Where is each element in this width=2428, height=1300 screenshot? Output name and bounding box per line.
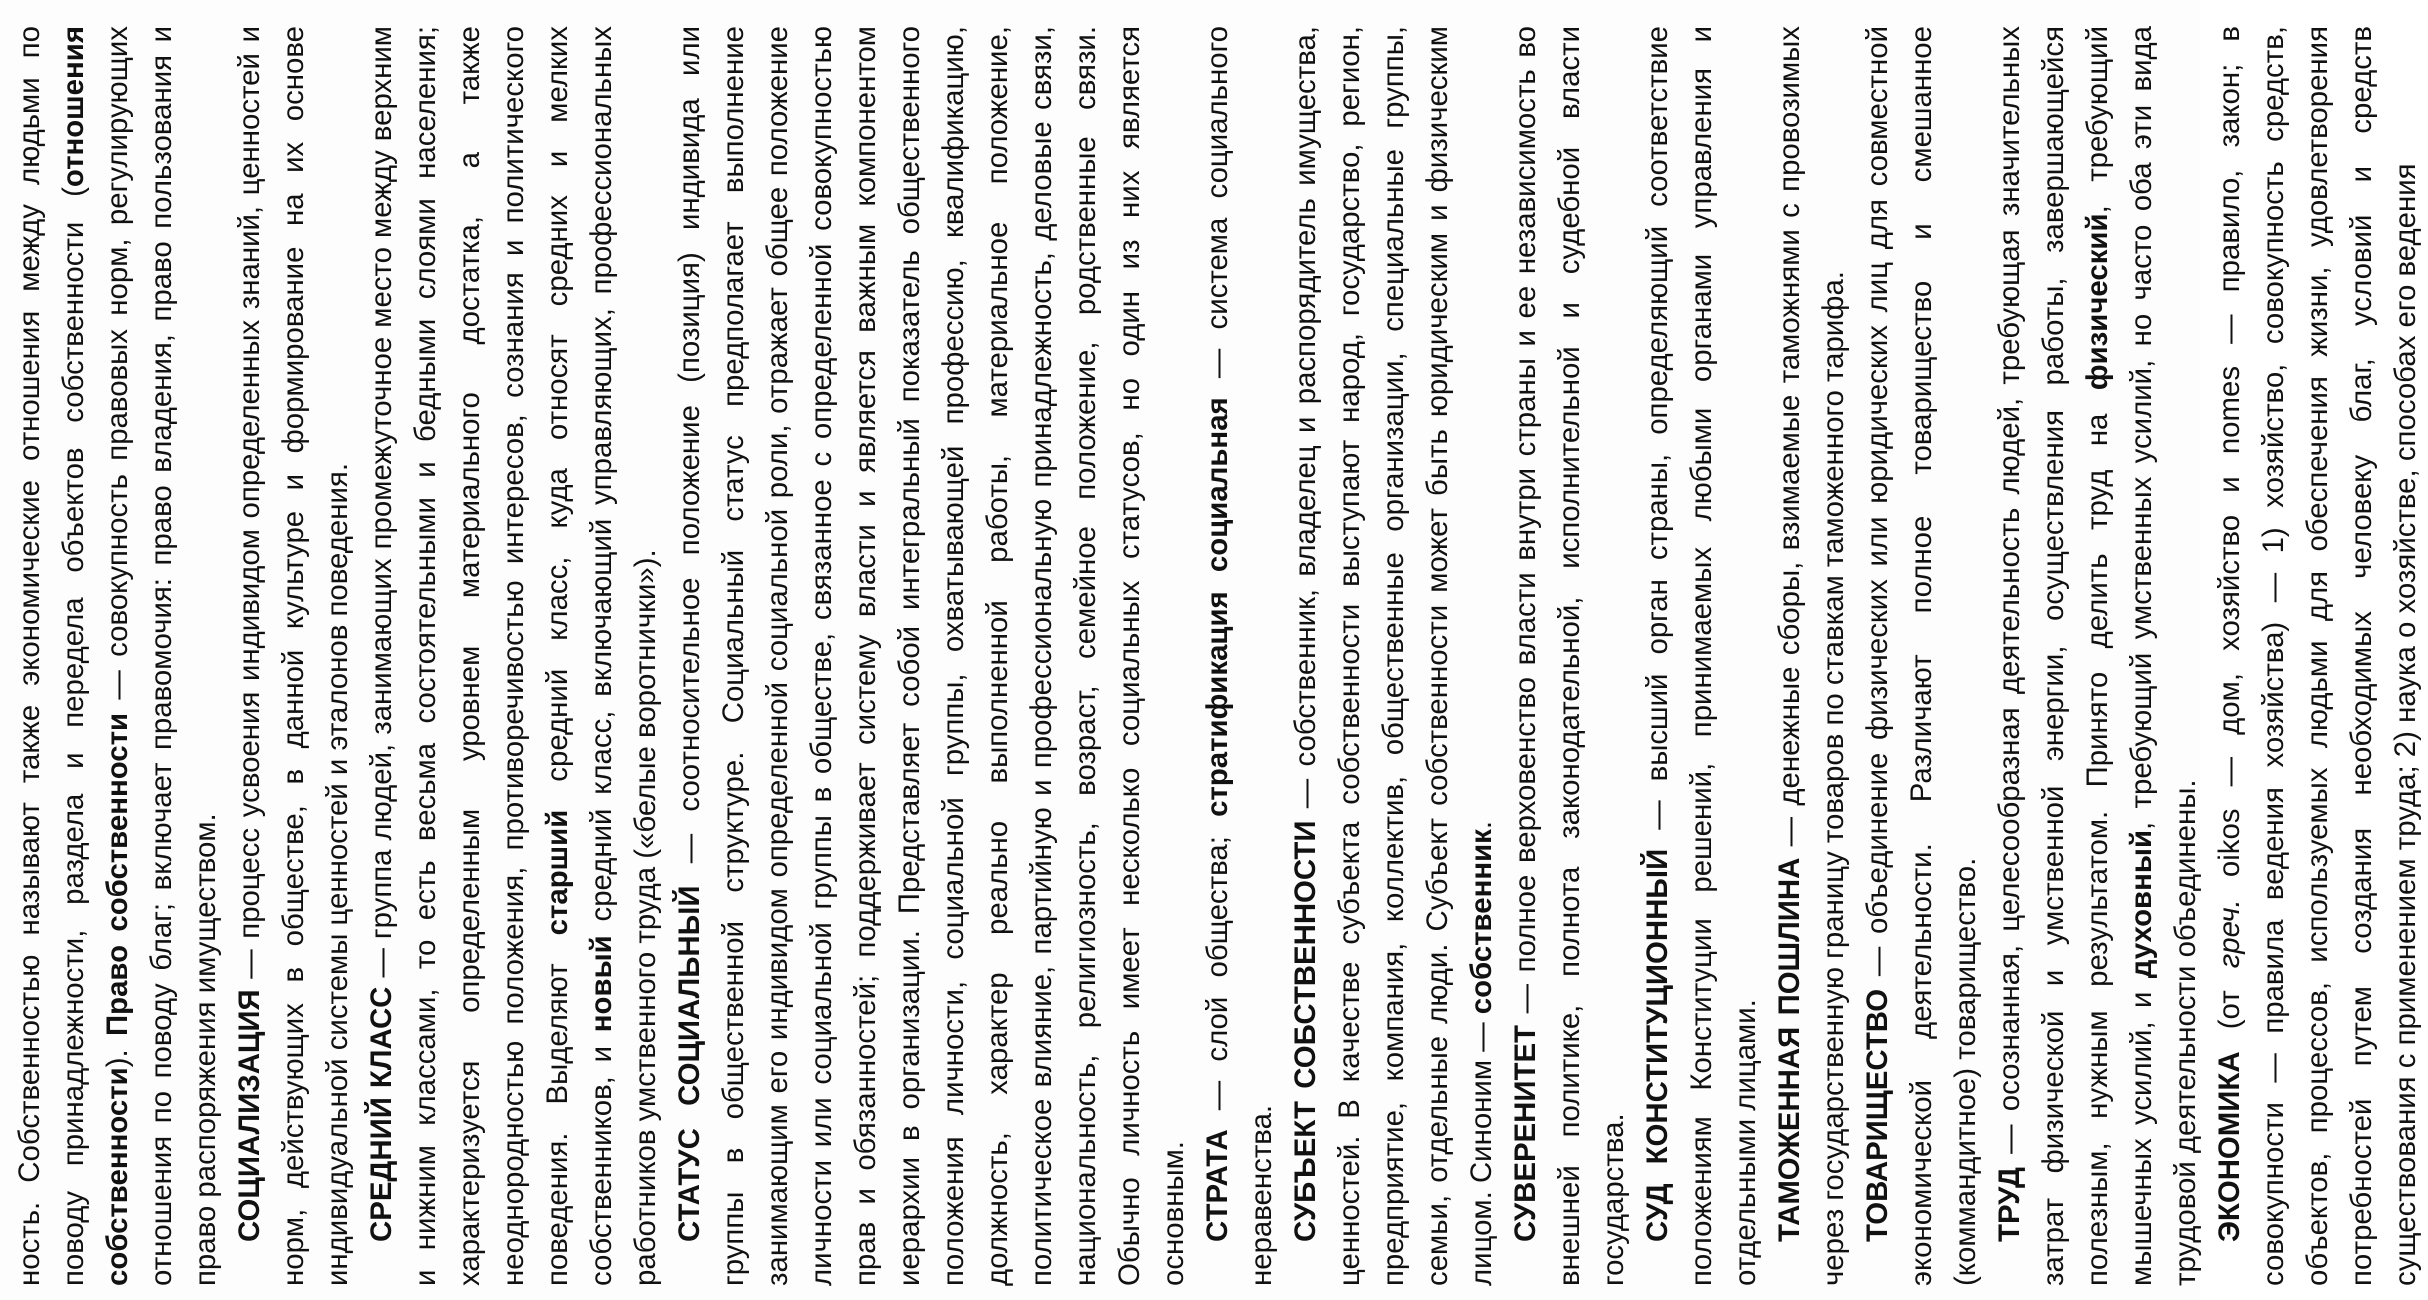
body-text: , требующий умственных усилий, но часто оба эти вида трудовой деятельности объединены.: [2125, 26, 2202, 1286]
body-text: ).: [101, 1036, 134, 1068]
body-text: средний класс, куда относят средних и мелких собственников, и: [541, 26, 618, 1286]
body-text: (от: [2213, 968, 2246, 1052]
term-text: отношения собственности: [57, 26, 134, 1286]
glossary-entry: [2208, 26, 2428, 1286]
body-text: — денежные сборы, взимаемые таможнями с провозимых через государственную границу товаров по ставкам таможенного тарифа.: [1773, 26, 1850, 1286]
glossary-entry: [8, 26, 228, 1286]
glossary-entry: [360, 26, 668, 1286]
body-text: — собственник, владелец и распорядитель имущества, ценностей. В качестве субъекта собственности выступают народ, государство, регион, предприятие, компания, коллектив, общественные организации, специальные группы, семьи, отдельные люди. Субъект собственности может быть юридическим и физическим лицом. Синоним —: [1289, 26, 1498, 1286]
glossary-entry: [1504, 26, 1636, 1286]
term-text: СТРАТА: [1201, 1129, 1234, 1242]
term-text: СУД КОНСТИТУЦИОННЫЙ: [1641, 848, 1674, 1242]
body-text: oikos — дом, хозяйство и nomes — правило, закон; в совокупности — правила ведения хозяйства) — 1) хозяйство, совокупность средств, объектов, процессов, используемых людьми для обеспечения жизни, удовлетворения потребностей путем создания необходимых человеку благ, условий и средств существования с применением труда; 2) наука о хозяйстве, способах его ведения: [2213, 26, 2422, 1286]
term-text: стратификация социальная: [1201, 397, 1234, 817]
body-text: , требующий мышечных усилий, и: [2081, 26, 2158, 1286]
term-text: физический: [2081, 213, 2114, 391]
body-text: .: [1465, 820, 1498, 830]
term-text: ТАМОЖЕННАЯ ПОШЛИНА: [1773, 857, 1806, 1242]
term-text: старший: [541, 809, 574, 936]
body-text: ность. Собственностью называют также экономические отношения между людьми по поводу принадлежности, раздела и передела объектов собственности (: [13, 26, 90, 1286]
term-text: ТРУД: [1993, 1167, 2026, 1242]
glossary-entry: [1284, 26, 1504, 1286]
term-text: собственник: [1465, 829, 1498, 1015]
body-text: — объединение физических или юридических лиц для совместной экономической деятельности. Различают полное товарищество и смешанное (коммандитное) товарищество.: [1861, 26, 1982, 1286]
body-text: — система социального неравенства.: [1201, 26, 1278, 1286]
glossary-entry: [1196, 26, 1284, 1286]
body-text: — группа людей, занимающих промежуточное место между верхним и нижним классами, то есть весьма состоятельными и бедными слоями населения; характеризуется определенным уровнем материального достатка, а также неоднородностью положения, противоречивостью интересов, сознания и политического поведения. Выделяют: [365, 25, 574, 1286]
glossary-entry: [1856, 26, 1988, 1286]
term-text: новый: [585, 935, 618, 1033]
body-text: — полное верховенство власти внутри страны и ее независимость во внешней политике, полнота законодательной, исполнительной и судебной власти государства.: [1509, 26, 1630, 1286]
term-text: СУВЕРЕНИТЕТ: [1509, 1024, 1542, 1242]
body-text: — соотносительное положение (позиция) индивида или группы в общественной структуре. Социальный статус предполагает выполнение занимающим его индивидом определенной социальной роли, отражает общее положение личности или социальной группы в обществе, связанное с определенной совокупностью прав и обязанностей; поддерживает систему власти и является важным компонентом иерархии в организации. Представляет собой интегральный показатель общественного положения личности, социальной группы, охватывающей профессию, квалификацию, должность, характер реально выполненной работы, материальное положение, политическое влияние, партийную и профессиональную принадлежность, деловые связи, национальность, религиозность, возраст, семейное положение, родственные связи. Обычно личность имеет несколько социальных статусов, но один из них является основным.: [673, 25, 1190, 1286]
italic-text: греч.: [2213, 899, 2246, 969]
term-text: СТАТУС СОЦИАЛЬНЫЙ: [673, 885, 706, 1242]
body-text: — слой общества;: [1201, 816, 1234, 1130]
glossary-entry: [1636, 26, 1768, 1286]
body-text: средний класс, включающий управляющих, профессиональных работников умственного труда («белые воротнички»).: [585, 26, 662, 1286]
body-text: — совокупность правовых норм, регулирующих отношения по поводу благ; включает правомочия: право владения, право пользования и право распоряжения имуществом.: [101, 26, 222, 1286]
term-text: СУБЪЕКТ СОБСТВЕННОСТИ: [1289, 820, 1322, 1242]
term-text: ЭКОНОМИКА: [2213, 1051, 2246, 1242]
glossary-entry: [1988, 26, 2208, 1286]
glossary-entry: [228, 26, 360, 1286]
body-text: — осознанная, целесообразная деятельность людей, требующая значительных затрат физической и умственной энергии, осуществления работы, завершающейся полезным, нужным результатом. Принято делить труд на: [1993, 26, 2114, 1286]
term-text: Право собственности: [101, 712, 134, 1036]
body-text: — высший орган страны, определяющий соответствие положениям Конституции решений, принимаемых любыми органами управления и отдельными лицами.: [1641, 26, 1762, 1286]
term-text: духовный: [2125, 829, 2158, 979]
term-text: СРЕДНИЙ КЛАСС: [365, 986, 398, 1242]
glossary-entry: [1768, 26, 1856, 1286]
term-text: ТОВАРИЩЕСТВО: [1861, 988, 1894, 1242]
body-text: — процесс усвоения индивидом определенных знаний, ценностей и норм, действующих в обществе, в данной культуре и формирование на их основе индивидуальной системы ценностей и эталонов поведения.: [233, 26, 354, 1286]
term-text: СОЦИАЛИЗАЦИЯ: [233, 989, 266, 1242]
glossary-entry: [668, 26, 1196, 1286]
glossary-entries: [8, 26, 2428, 1286]
